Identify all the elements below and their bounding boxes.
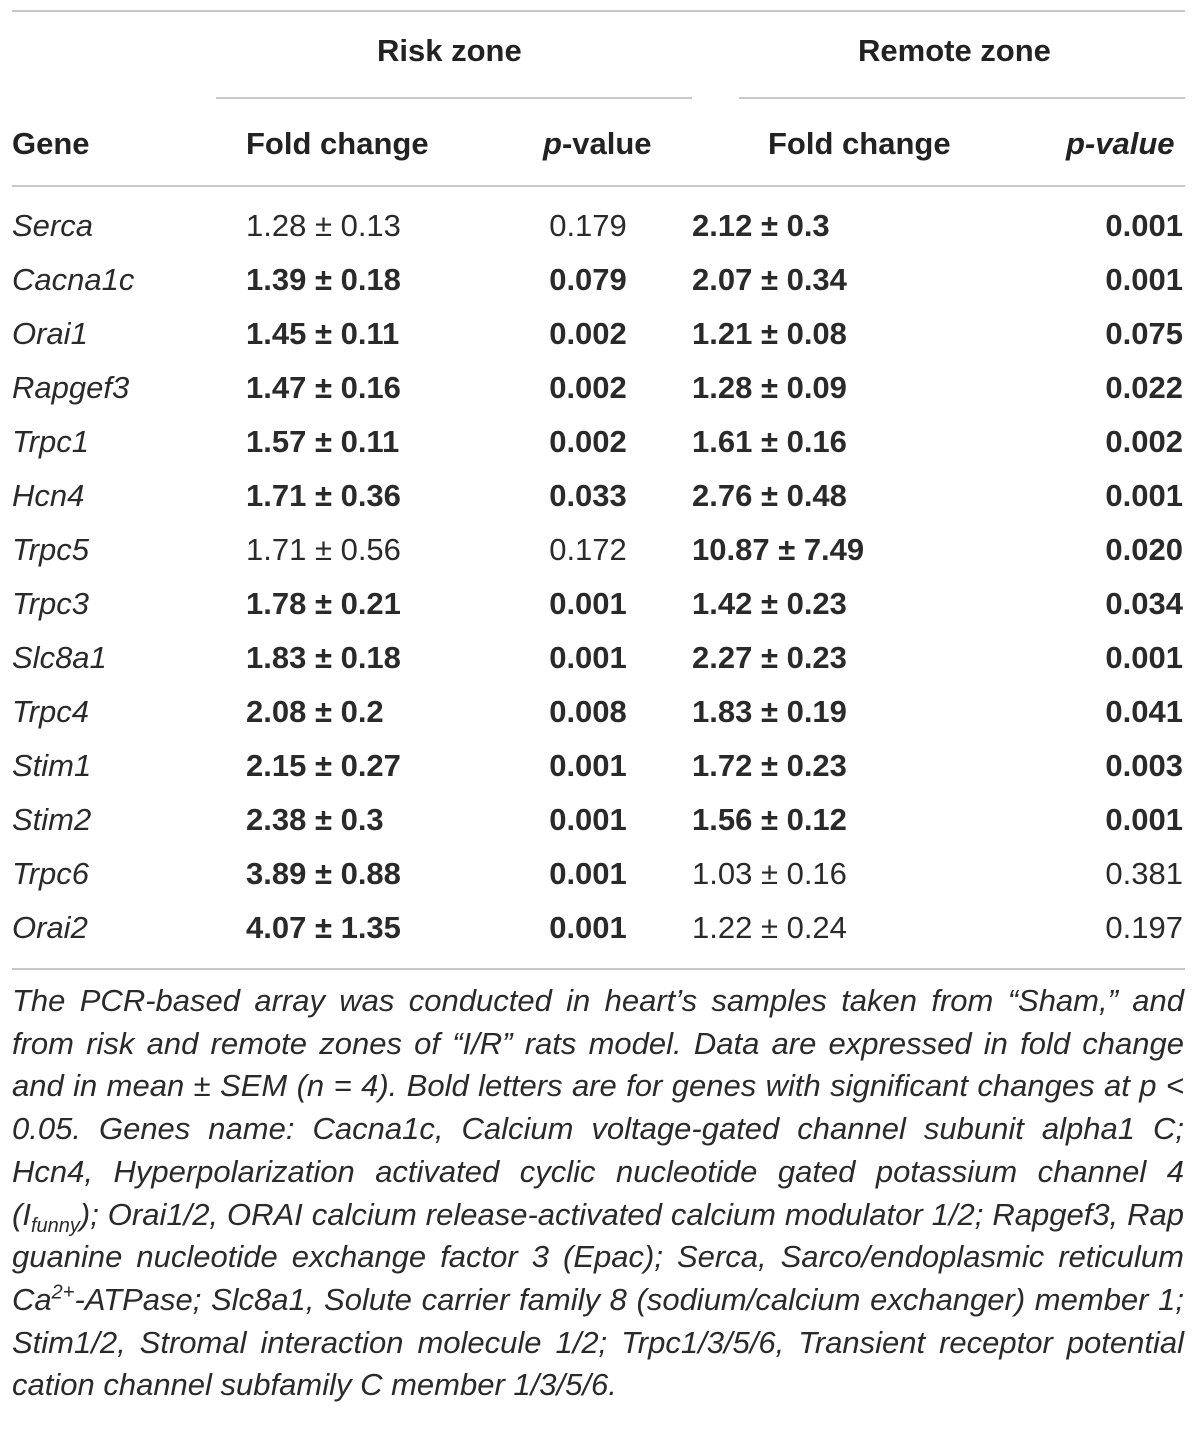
remote-fold-change-cell: 1.03 ± 0.16 bbox=[692, 856, 847, 891]
remote-fold-change-cell: 1.72 ± 0.23 bbox=[692, 748, 847, 783]
gene-cell: Cacna1c bbox=[12, 262, 135, 297]
remote-fold-change-cell: 2.07 ± 0.34 bbox=[692, 262, 847, 297]
table-row bbox=[0, 469, 1200, 523]
risk-fold-change-cell: 1.71 ± 0.56 bbox=[246, 532, 401, 567]
footnote-part-3: -ATPase; Slc8a1, Solute carrier family 8 (sodium/calcium exchanger) member 1; Stim1/2, Stromal interaction molecule 1/2; Trpc1/3/5/6, Transient receptor potential cation channel subfamily C member 1/3/5/6. bbox=[12, 1281, 1184, 1403]
table-row bbox=[0, 199, 1200, 253]
remote-fold-change-cell: 2.27 ± 0.23 bbox=[692, 640, 847, 675]
risk-fold-change-cell: 2.08 ± 0.2 bbox=[246, 694, 384, 729]
risk-fold-change-cell: 1.39 ± 0.18 bbox=[246, 262, 401, 297]
risk-fold-change-cell: 3.89 ± 0.88 bbox=[246, 856, 401, 891]
risk-fold-change-cell: 1.83 ± 0.18 bbox=[246, 640, 401, 675]
remote-p-value-cell: 0.003 bbox=[1105, 748, 1183, 783]
header-rule bbox=[12, 185, 1185, 187]
table-row bbox=[0, 415, 1200, 469]
table-footnote bbox=[12, 980, 1184, 1407]
remote-p-value-cell: 0.075 bbox=[1105, 316, 1183, 351]
gene-cell: Stim1 bbox=[12, 748, 92, 783]
risk-p-value-cell: 0.033 bbox=[549, 478, 627, 513]
gene-cell: Slc8a1 bbox=[12, 640, 107, 675]
gene-cell: Trpc4 bbox=[12, 694, 89, 729]
remote-fold-change-cell: 1.61 ± 0.16 bbox=[692, 424, 847, 459]
remote-p-value-cell: 0.381 bbox=[1105, 856, 1183, 891]
risk-p-value-cell: 0.172 bbox=[549, 532, 627, 567]
risk-p-value-cell: 0.001 bbox=[549, 640, 627, 675]
risk-fold-change-cell: 1.71 ± 0.36 bbox=[246, 478, 401, 513]
remote-p-value-cell: 0.001 bbox=[1105, 208, 1183, 243]
risk-p-value-cell: 0.001 bbox=[549, 856, 627, 891]
risk-fold-change-cell: 2.38 ± 0.3 bbox=[246, 802, 384, 837]
remote-p-value-cell: 0.020 bbox=[1105, 532, 1183, 567]
remote-p-value-cell: 0.022 bbox=[1105, 370, 1183, 405]
risk-fold-change-cell: 1.47 ± 0.16 bbox=[246, 370, 401, 405]
remote-p-value-cell: 0.034 bbox=[1105, 586, 1183, 621]
table-row bbox=[0, 577, 1200, 631]
gene-table bbox=[0, 199, 1200, 955]
table-row bbox=[0, 307, 1200, 361]
remote-p-value-cell: 0.001 bbox=[1105, 802, 1183, 837]
table-row bbox=[0, 253, 1200, 307]
table-bottom-rule bbox=[12, 968, 1185, 970]
remote-fold-change-cell: 10.87 ± 7.49 bbox=[692, 532, 865, 567]
gene-cell: Rapgef3 bbox=[12, 370, 130, 405]
header-gene: Gene bbox=[12, 126, 90, 161]
risk-p-value-cell: 0.002 bbox=[549, 424, 627, 459]
header-risk-p-value bbox=[543, 126, 652, 162]
risk-p-value-cell: 0.179 bbox=[549, 208, 627, 243]
risk-p-value-cell: 0.001 bbox=[549, 802, 627, 837]
gene-cell: Orai1 bbox=[12, 316, 88, 351]
remote-fold-change-cell: 1.21 ± 0.08 bbox=[692, 316, 847, 351]
header-risk-fold-change: Fold change bbox=[246, 126, 429, 161]
risk-fold-change-cell: 2.15 ± 0.27 bbox=[246, 748, 401, 783]
header-remote-fold-change: Fold change bbox=[768, 126, 951, 161]
table-row bbox=[0, 361, 1200, 415]
header-risk-p-italic: p bbox=[543, 126, 562, 161]
remote-fold-change-cell: 1.22 ± 0.24 bbox=[692, 910, 847, 945]
header-risk-p-suffix: -value bbox=[561, 126, 652, 161]
remote-zone-title: Remote zone bbox=[858, 33, 1051, 68]
gene-table-body bbox=[0, 199, 1200, 955]
gene-cell: Trpc5 bbox=[12, 532, 89, 567]
footnote-part-1: The PCR-based array was conducted in heart’s samples taken from “Sham,” and from risk and remote zones of “I/R” rats model. Data are expressed in fold change and in mean ± SEM (n = 4). Bold letters are for genes with significant changes at p < 0.05. Genes name: Cacna1c, Calcium voltage-gated channel subunit alpha1 C; Hcn4, Hyperpolarization activated cyclic nucleotide gated potassium channel 4 (I bbox=[12, 983, 1184, 1232]
gene-cell: Hcn4 bbox=[12, 478, 85, 513]
risk-fold-change-cell: 1.28 ± 0.13 bbox=[246, 208, 401, 243]
table-row bbox=[0, 523, 1200, 577]
risk-p-value-cell: 0.008 bbox=[549, 694, 627, 729]
risk-p-value-cell: 0.001 bbox=[549, 910, 627, 945]
remote-p-value-cell: 0.041 bbox=[1105, 694, 1183, 729]
risk-fold-change-cell: 1.78 ± 0.21 bbox=[246, 586, 401, 621]
risk-p-value-cell: 0.002 bbox=[549, 370, 627, 405]
gene-cell: Trpc3 bbox=[12, 586, 89, 621]
table-row bbox=[0, 847, 1200, 901]
risk-p-value-cell: 0.001 bbox=[549, 748, 627, 783]
remote-fold-change-cell: 1.56 ± 0.12 bbox=[692, 802, 847, 837]
table-row bbox=[0, 793, 1200, 847]
footnote-superscript: 2+ bbox=[51, 1281, 75, 1304]
risk-fold-change-cell: 1.57 ± 0.11 bbox=[246, 424, 400, 459]
remote-p-value-cell: 0.197 bbox=[1105, 910, 1183, 945]
remote-p-value-cell: 0.001 bbox=[1105, 640, 1183, 675]
remote-zone-rule bbox=[739, 97, 1185, 99]
risk-fold-change-cell: 4.07 ± 1.35 bbox=[246, 910, 401, 945]
table-row bbox=[0, 685, 1200, 739]
risk-p-value-cell: 0.002 bbox=[549, 316, 627, 351]
gene-cell: Trpc1 bbox=[12, 424, 89, 459]
table-row bbox=[0, 901, 1200, 955]
remote-fold-change-cell: 2.76 ± 0.48 bbox=[692, 478, 847, 513]
gene-cell: Serca bbox=[12, 208, 93, 243]
table-row bbox=[0, 739, 1200, 793]
remote-p-value-cell: 0.002 bbox=[1105, 424, 1183, 459]
gene-cell: Stim2 bbox=[12, 802, 92, 837]
remote-fold-change-cell: 1.42 ± 0.23 bbox=[692, 586, 847, 621]
risk-p-value-cell: 0.079 bbox=[549, 262, 627, 297]
remote-fold-change-cell: 2.12 ± 0.3 bbox=[692, 208, 830, 243]
risk-fold-change-cell: 1.45 ± 0.11 bbox=[246, 316, 400, 351]
remote-fold-change-cell: 1.83 ± 0.19 bbox=[692, 694, 847, 729]
risk-zone-rule bbox=[216, 97, 692, 99]
top-rule bbox=[12, 10, 1185, 12]
footnote-subscript: funny bbox=[30, 1214, 80, 1237]
footnote-part-2: ); Orai1/2, ORAI calcium release-activated calcium modulator 1/2; Rapgef3, Rap guanine nucleotide exchange factor 3 (Epac); Serca, Sarco/endoplasmic reticulum Ca bbox=[12, 1196, 1184, 1317]
risk-zone-title: Risk zone bbox=[377, 33, 522, 68]
remote-p-value-cell: 0.001 bbox=[1105, 262, 1183, 297]
header-remote-p-value: p-value bbox=[1066, 126, 1175, 161]
risk-p-value-cell: 0.001 bbox=[549, 586, 627, 621]
remote-fold-change-cell: 1.28 ± 0.09 bbox=[692, 370, 847, 405]
table-row bbox=[0, 631, 1200, 685]
gene-cell: Orai2 bbox=[12, 910, 88, 945]
gene-cell: Trpc6 bbox=[12, 856, 89, 891]
remote-p-value-cell: 0.001 bbox=[1105, 478, 1183, 513]
